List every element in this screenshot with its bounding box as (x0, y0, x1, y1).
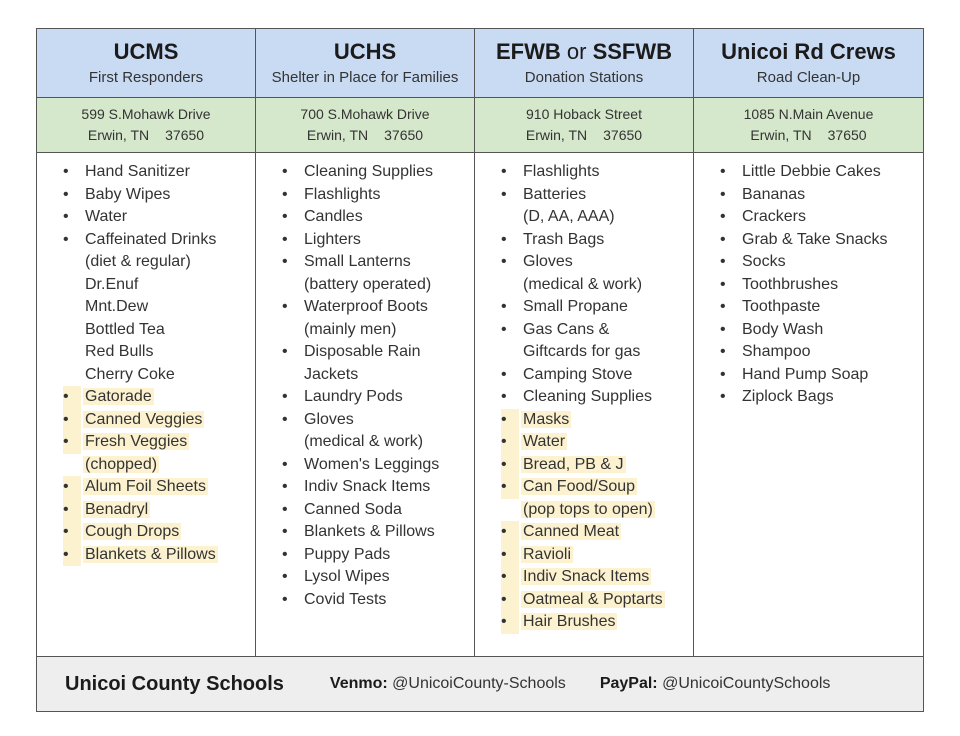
col-efwb-header (475, 29, 694, 97)
list-item (282, 364, 474, 387)
list-item (720, 229, 923, 252)
col-address (37, 98, 256, 152)
list-item-text: (D, AA, AAA) (523, 208, 615, 225)
list-item (501, 386, 693, 409)
zip: 37650 (827, 127, 867, 143)
list-item-text: Hand Pump Soap (742, 365, 869, 383)
list-item (63, 476, 255, 499)
list-item-text: Covid Tests (304, 590, 387, 608)
list-item (720, 184, 923, 207)
list-item-text: Disposable Rain (304, 343, 421, 360)
list-item-text: Flashlights (304, 185, 381, 203)
list-item (720, 319, 923, 342)
header-row (37, 29, 923, 98)
list-item (63, 431, 255, 454)
col-address (256, 98, 475, 152)
city: Erwin, TN (525, 127, 588, 143)
list-item-text: (diet & regular) (85, 253, 191, 270)
list-item-text: Little Debbie Cakes (742, 163, 881, 180)
list-item (63, 251, 255, 274)
list-item-text: Gatorade (85, 388, 152, 405)
list-item-text: Baby Wipes (85, 185, 171, 203)
list-item (501, 251, 693, 274)
list-item-text: Alum Foil Sheets (85, 478, 206, 495)
list-item (282, 319, 474, 342)
list-item (282, 206, 474, 229)
street-address: 910 Hoback Street (526, 106, 642, 122)
list-item (282, 589, 474, 612)
list-item (282, 499, 474, 522)
list-item (282, 274, 474, 297)
list-item (282, 184, 474, 207)
list-item (501, 431, 693, 454)
list-item-text: Socks (742, 253, 786, 270)
list-item (501, 341, 693, 364)
list-item (501, 409, 693, 432)
list-item-text: Waterproof Boots (304, 298, 428, 315)
street-address: 599 S.Mohawk Drive (81, 106, 211, 122)
list-item-text: Candles (304, 208, 363, 225)
list-item-text: Indiv Snack Items (523, 568, 650, 585)
list-item-text: Shampoo (742, 343, 811, 360)
list-item (501, 364, 693, 387)
col-subtitle: Shelter in Place for Families (271, 69, 459, 86)
list-item-text: Dr.Enuf (85, 275, 139, 293)
list-item (63, 206, 255, 229)
list-item-text: Benadryl (85, 500, 149, 518)
list-item-text: Mnt.Dew (85, 298, 149, 315)
list-item-text: Canned Soda (304, 500, 402, 518)
list-item-text: (medical & work) (304, 433, 424, 450)
col-ucms-header (37, 29, 256, 97)
list-item-text: (pop tops to open) (523, 500, 653, 518)
paypal-label: PayPal: (599, 675, 658, 692)
list-item (720, 296, 923, 319)
list-item-text: Ziplock Bags (742, 388, 834, 405)
list-item (501, 206, 693, 229)
col-title: Unicoi Rd Crews (721, 39, 896, 64)
list-item (501, 476, 693, 499)
city: Erwin, TN (750, 127, 812, 143)
list-item (720, 206, 923, 229)
item-list (475, 153, 694, 659)
city-line (475, 125, 693, 146)
list-item-text: Gloves (523, 253, 573, 270)
col-title-part2: SSFWB (592, 39, 673, 64)
list-item-text: Bread, PB & J (523, 455, 624, 473)
list-item (720, 364, 923, 387)
list-item (63, 364, 255, 387)
item-list (37, 153, 256, 659)
city-line (37, 125, 255, 146)
zip: 37650 (165, 127, 205, 143)
list-item-text: Canned Veggies (85, 410, 203, 428)
list-item-text: Giftcards for gas (523, 343, 641, 360)
col-title (475, 39, 693, 65)
list-item-text: Water (85, 208, 128, 225)
street-address: 700 S.Mohawk Drive (300, 106, 430, 122)
address-row (37, 98, 923, 153)
list-item (282, 476, 474, 499)
col-title-part1: EFWB (495, 39, 561, 64)
col-subtitle: Road Clean-Up (756, 69, 861, 86)
list-item-text: Gas Cans & (523, 320, 610, 338)
col-title: UCHS (333, 39, 397, 64)
list-item (282, 454, 474, 477)
list-item-text: (chopped) (85, 455, 158, 473)
list-item (501, 544, 693, 567)
venmo-label: Venmo: (329, 675, 388, 692)
list-item-text: Blankets & Pillows (85, 545, 216, 563)
list-item-text: Gloves (304, 410, 354, 428)
zip: 37650 (603, 127, 643, 143)
list-item (720, 274, 923, 297)
list-item-text: Grab & Take Snacks (742, 230, 888, 248)
list-item (720, 161, 923, 184)
list-item (63, 454, 255, 477)
col-roadcrews-header (694, 29, 923, 97)
list-item-text: Canned Meat (523, 523, 620, 540)
city-line (256, 125, 474, 146)
list-item (282, 161, 474, 184)
list-item (282, 229, 474, 252)
list-item (282, 409, 474, 432)
footer (37, 656, 923, 711)
list-item-text: Can Food/Soup (523, 478, 636, 495)
list-item-text: Caffeinated Drinks (85, 230, 217, 248)
list-item-text: Fresh Veggies (85, 433, 188, 450)
city: Erwin, TN (306, 127, 369, 143)
list-item (63, 319, 255, 342)
item-list (256, 153, 475, 659)
list-item (720, 251, 923, 274)
list-item-text: Cherry Coke (85, 365, 175, 383)
list-item (501, 499, 693, 522)
street-address: 1085 N.Main Avenue (743, 106, 874, 122)
list-item-text: Body Wash (742, 320, 824, 338)
list-item-text: Crackers (742, 208, 807, 225)
items-row (37, 153, 923, 659)
list-item (282, 386, 474, 409)
item-list (694, 153, 923, 659)
list-item-text: Hair Brushes (523, 613, 616, 630)
list-item (63, 386, 255, 409)
list-item-text: Small Propane (523, 298, 628, 315)
col-title-or: or (566, 39, 587, 64)
list-item-text: Indiv Snack Items (304, 478, 431, 495)
list-item-text: Red Bulls (85, 343, 154, 360)
list-item-text: Small Lanterns (304, 253, 411, 270)
list-item (63, 184, 255, 207)
list-item-text: Cleaning Supplies (304, 163, 433, 180)
list-item-text: (medical & work) (523, 275, 643, 293)
list-item (63, 544, 255, 567)
list-item (282, 341, 474, 364)
col-uchs-header (256, 29, 475, 97)
list-item-text: Lysol Wipes (304, 568, 390, 585)
list-item-text: Bottled Tea (85, 320, 165, 338)
list-item-text: Masks (523, 410, 570, 428)
list-item-text: Water (523, 433, 566, 450)
list-item-text: (mainly men) (304, 320, 397, 338)
col-address (475, 98, 694, 152)
list-item-text: Blankets & Pillows (304, 523, 435, 540)
list-item (63, 229, 255, 252)
list-item (501, 184, 693, 207)
school-name: Unicoi County Schools (65, 672, 284, 695)
list-item (720, 341, 923, 364)
list-item-text: Toothpaste (742, 298, 821, 315)
list-item (282, 251, 474, 274)
list-item (282, 544, 474, 567)
paypal-handle: @UnicoiCountySchools (662, 675, 831, 692)
list-item-text: Bananas (742, 185, 806, 203)
city: Erwin, TN (87, 127, 150, 143)
list-item-text: Puppy Pads (304, 545, 391, 563)
list-item (63, 409, 255, 432)
donation-sheet (36, 28, 924, 712)
col-address (694, 98, 923, 152)
list-item-text: Batteries (523, 185, 587, 203)
list-item (501, 521, 693, 544)
list-item (501, 589, 693, 612)
list-item-text: Jackets (304, 365, 359, 383)
col-title: UCMS (113, 39, 179, 64)
list-item-text: Lighters (304, 230, 361, 248)
list-item (282, 521, 474, 544)
list-item (282, 431, 474, 454)
list-item (63, 341, 255, 364)
list-item (63, 499, 255, 522)
list-item-text: Laundry Pods (304, 388, 403, 405)
list-item (282, 566, 474, 589)
paypal-info (600, 675, 831, 693)
list-item-text: Women's Leggings (304, 455, 440, 473)
list-item (63, 296, 255, 319)
list-item (501, 454, 693, 477)
list-item (501, 566, 693, 589)
list-item-text: Hand Sanitizer (85, 163, 190, 180)
list-item (63, 521, 255, 544)
list-item (501, 161, 693, 184)
list-item-text: Flashlights (523, 163, 600, 180)
list-item (63, 274, 255, 297)
list-item-text: Camping Stove (523, 365, 633, 383)
list-item-text: (battery operated) (304, 275, 432, 293)
col-subtitle: Donation Stations (524, 69, 644, 86)
list-item-text: Ravioli (523, 545, 572, 563)
venmo-info (330, 675, 566, 693)
list-item-text: Cough Drops (85, 523, 180, 540)
zip: 37650 (384, 127, 424, 143)
list-item-text: Toothbrushes (742, 275, 839, 293)
col-subtitle: First Responders (88, 69, 204, 86)
venmo-handle: @UnicoiCounty-Schools (392, 675, 566, 692)
list-item-text: Trash Bags (523, 230, 605, 248)
list-item (720, 386, 923, 409)
list-item (501, 229, 693, 252)
list-item (501, 319, 693, 342)
list-item (282, 296, 474, 319)
city-line (694, 125, 923, 146)
list-item (63, 161, 255, 184)
list-item-text: Cleaning Supplies (523, 388, 652, 405)
list-item-text: Oatmeal & Poptarts (523, 590, 663, 608)
list-item (501, 296, 693, 319)
list-item (501, 274, 693, 297)
list-item (501, 611, 693, 634)
